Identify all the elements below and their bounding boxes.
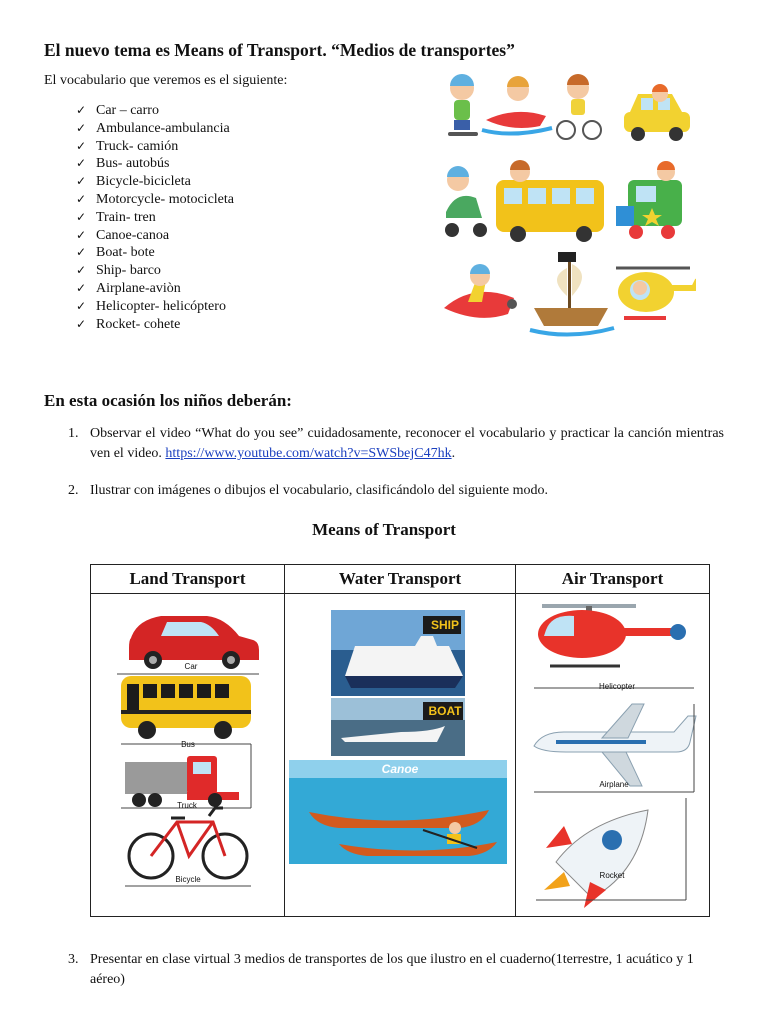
check-icon: ✓ <box>76 298 87 313</box>
intro-text: El vocabulario que veremos es el siguiente: <box>44 73 288 88</box>
list-item: ✓ Train- tren <box>76 209 156 225</box>
land-vehicles-illustrations <box>91 594 284 916</box>
check-icon: ✓ <box>76 245 87 260</box>
check-icon: ✓ <box>76 316 87 331</box>
list-item: ✓ Bus- autobús <box>76 156 170 172</box>
rocket-caption: Rocket <box>599 871 625 880</box>
check-icon: ✓ <box>76 120 87 135</box>
header-air-transport: Air Transport <box>516 565 710 594</box>
car-caption: Car <box>184 662 198 671</box>
kid-pirate-ship-illustration <box>530 252 614 335</box>
truck-image <box>121 744 251 808</box>
list-item: ✓ Bicycle-bicicleta <box>76 174 191 190</box>
kid-scooter-illustration <box>445 166 487 237</box>
water-transport-cell <box>285 594 516 917</box>
land-transport-cell <box>91 594 285 917</box>
header-water-transport: Water Transport <box>285 565 516 594</box>
kid-bicycle-illustration <box>557 74 601 139</box>
table-title: Means of Transport <box>312 520 456 539</box>
helicopter-caption: Helicopter <box>598 682 635 691</box>
kid-skateboard-illustration <box>448 74 478 136</box>
boat-caption: BOAT <box>428 704 462 718</box>
list-item: ✓ Ship- barco <box>76 263 161 279</box>
list-item: ✓ Rocket- cohete <box>76 316 181 332</box>
air-transport-cell <box>516 594 710 917</box>
vocabulary-list <box>76 102 234 333</box>
helicopter-image <box>534 606 694 688</box>
kid-bus-illustration <box>496 160 604 242</box>
truck-caption: Truck <box>177 801 197 810</box>
ship-caption: SHIP <box>430 618 459 632</box>
bus-image <box>121 676 251 744</box>
list-item: ✓ Ambulance-ambulancia <box>76 120 230 136</box>
check-icon: ✓ <box>76 138 87 153</box>
list-item: ✓ Airplane-aviòn <box>76 280 181 296</box>
list-item: ✓ Boat- bote <box>76 245 155 261</box>
canoe-caption: Canoe <box>381 762 419 776</box>
list-item: ✓ Car – carro <box>76 103 159 118</box>
check-icon: ✓ <box>76 280 87 295</box>
check-icon: ✓ <box>76 103 87 117</box>
youtube-link[interactable]: https://www.youtube.com/watch?v=SWSbejC47hk <box>165 446 452 461</box>
header-land-transport: Land Transport <box>91 565 285 594</box>
bicycle-caption: Bicycle <box>175 875 201 884</box>
list-item: ✓ Motorcycle- motocicleta <box>76 191 234 207</box>
check-icon: ✓ <box>76 191 87 206</box>
transport-table <box>90 564 710 917</box>
bus-caption: Bus <box>181 740 195 749</box>
kid-car-illustration <box>624 84 690 141</box>
page-heading: El nuevo tema es Means of Transport. “Medios de transportes” <box>44 40 515 60</box>
list-item: ✓ Helicopter- helicóptero <box>76 298 226 314</box>
check-icon: ✓ <box>76 174 87 189</box>
kid-helicopter-illustration <box>616 268 696 318</box>
step-3: 3. Presentar en clase virtual 3 medios de transportes de los que ilustro en el cuaderno(1terrestre, 1 acuático y 1 aéreo) <box>68 952 694 987</box>
list-item: ✓ Truck- camión <box>76 138 179 154</box>
airplane-caption: Airplane <box>599 780 629 789</box>
air-vehicles-illustrations <box>516 594 712 916</box>
kid-train-illustration <box>616 161 682 239</box>
check-icon: ✓ <box>76 263 87 278</box>
kid-jetski-illustration <box>482 76 552 134</box>
step-2: 2. Ilustrar con imágenes o dibujos el vocabulario, clasificándolo del siguiente modo. <box>68 483 548 498</box>
kids-transport-illustration <box>440 72 696 342</box>
rocket-image <box>536 798 686 908</box>
instructions-heading: En esta ocasión los niños deberán: <box>44 391 292 410</box>
list-item: ✓ Canoe-canoa <box>76 227 170 243</box>
step-1: 1. Observar el video “What do you see” cuidadosamente, reconocer el vocabulario y practicar la canción mientras ven el video. https://www.youtube.com/watch?v=SWSbejC47hk. <box>68 426 724 461</box>
check-icon: ✓ <box>76 227 87 242</box>
check-icon: ✓ <box>76 156 87 171</box>
water-vehicles-illustrations <box>285 594 515 916</box>
check-icon: ✓ <box>76 209 87 224</box>
airplane-image <box>534 704 696 792</box>
kid-airplane-illustration <box>444 264 517 318</box>
